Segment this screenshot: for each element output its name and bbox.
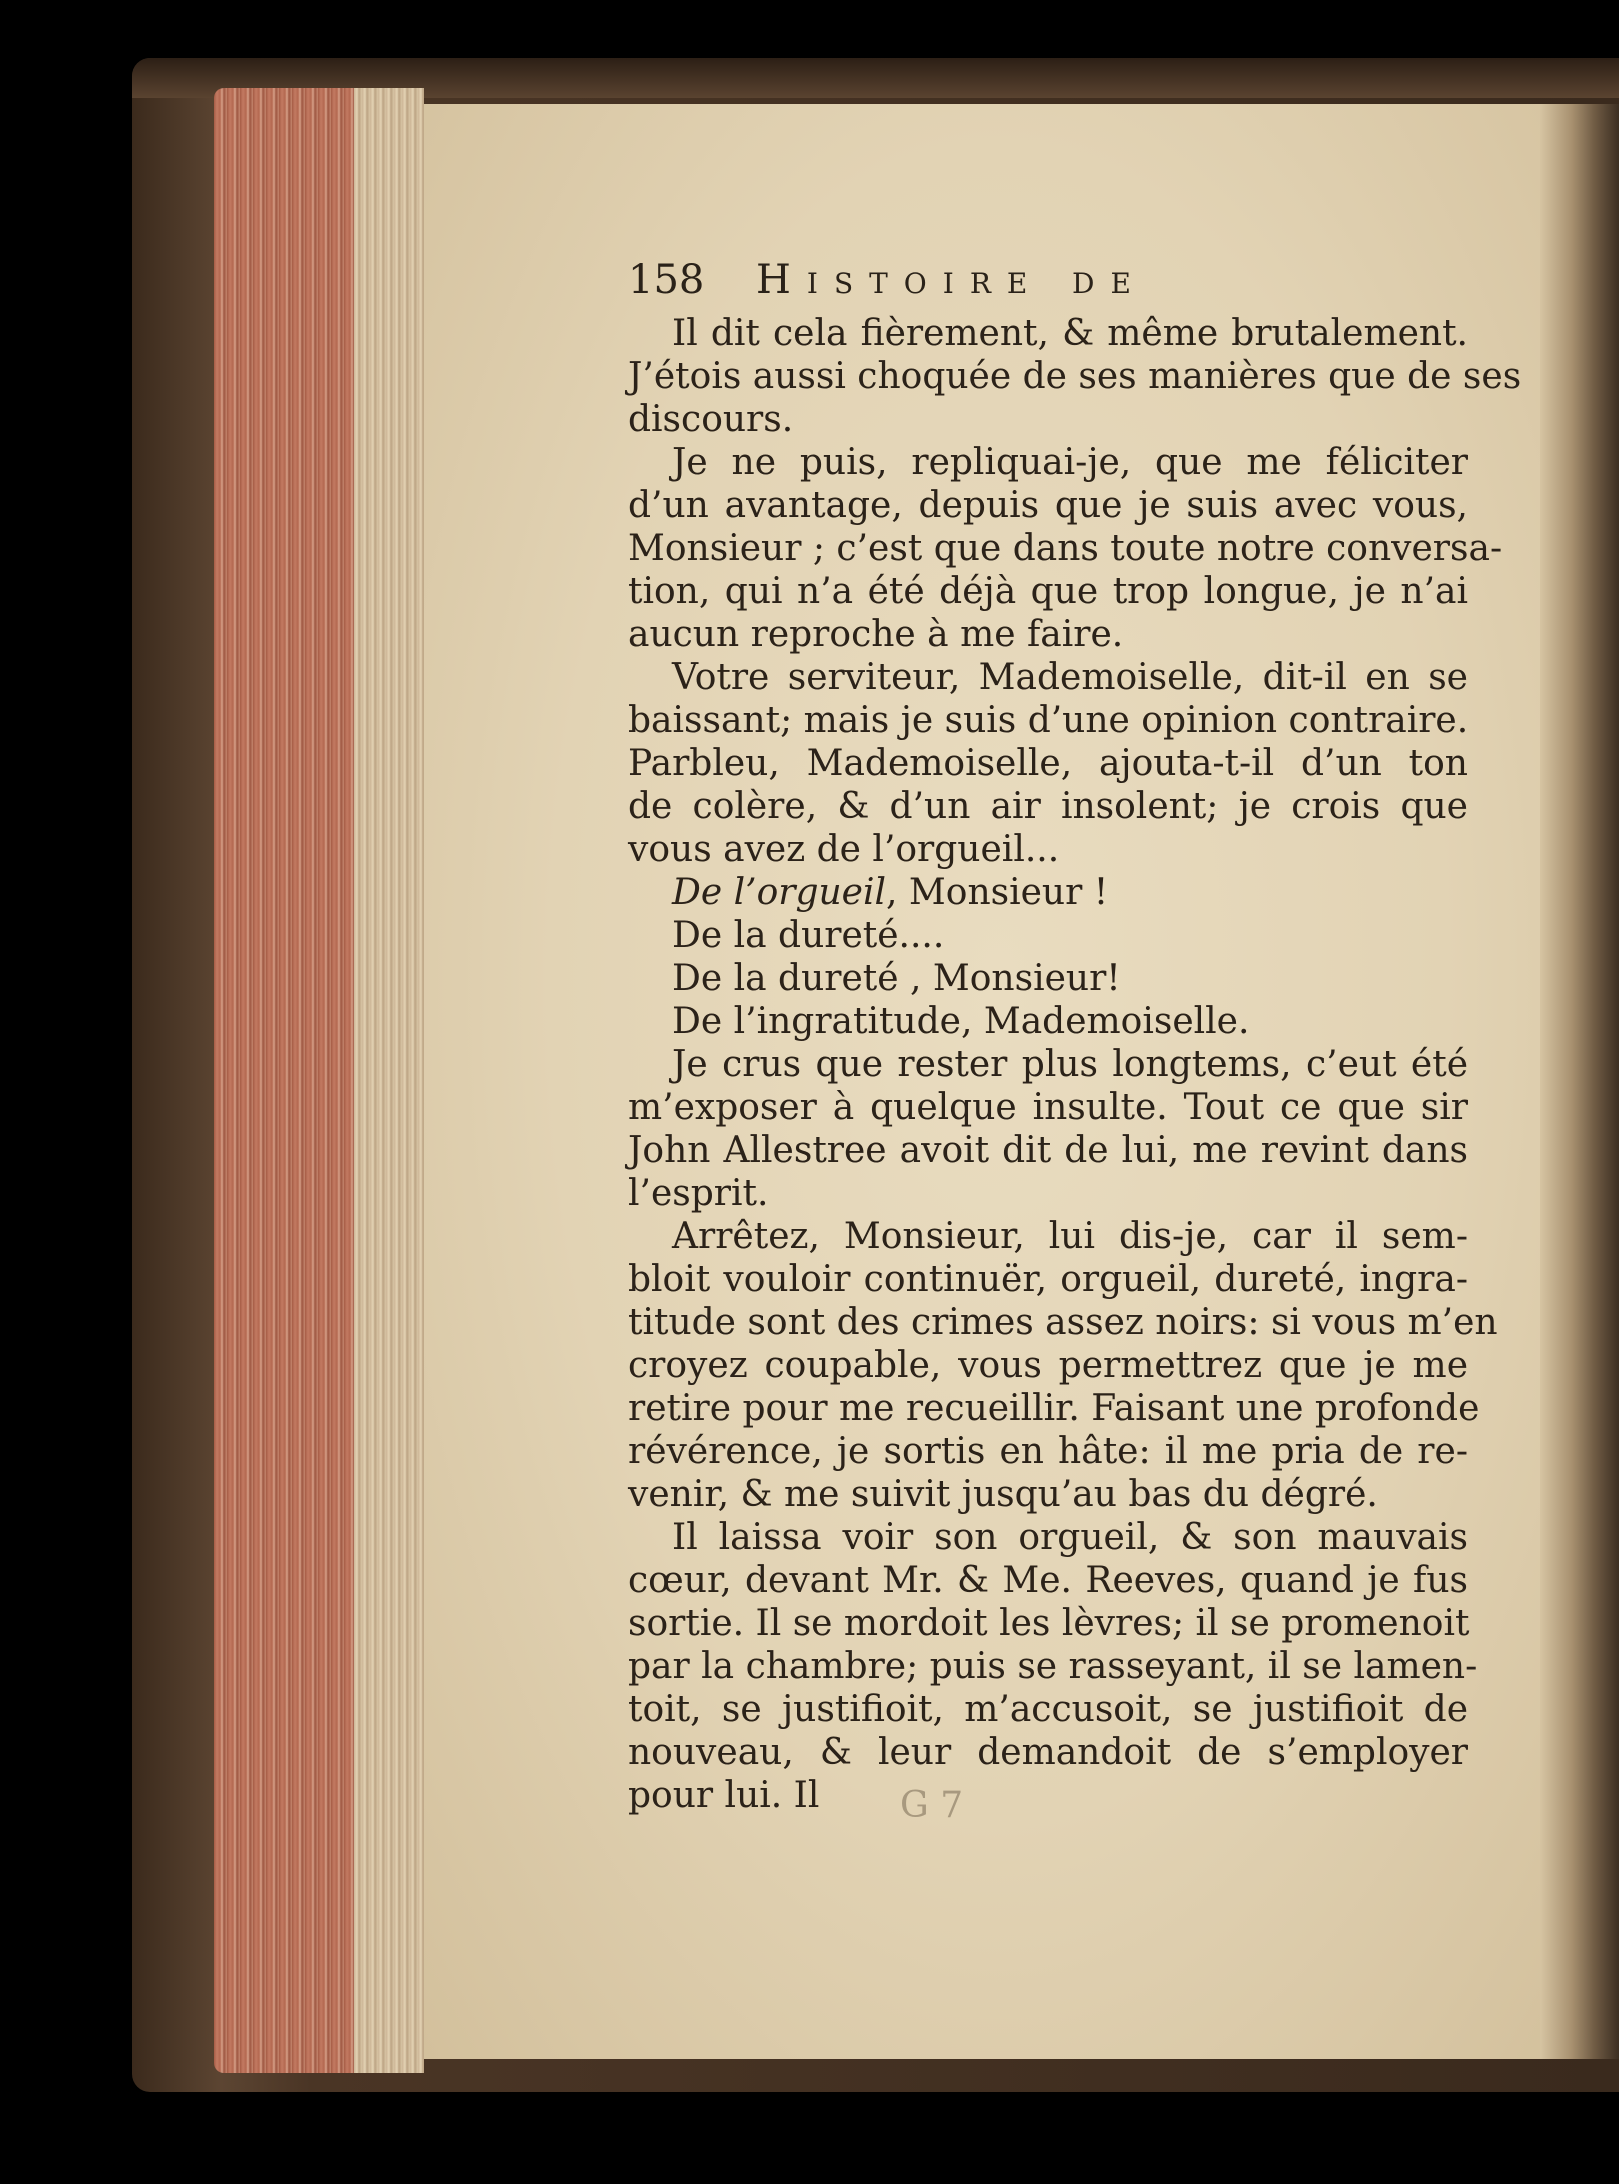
text-line: De l’orgueil, Monsieur ! [672,872,1109,913]
text-line: nouveau, & leur demandoit de s’employer [628,1732,1468,1773]
text-line: pour lui. Il [628,1775,820,1816]
text-line: titude sont des crimes assez noirs: si vous m’en [628,1302,1498,1343]
page-number: 158 [628,257,705,303]
text-line: Monsieur ; c’est que dans toute notre conversa- [628,528,1503,569]
text-line: bloit vouloir continuër, orgueil, dureté, ingra- [628,1259,1468,1300]
body-text [628,312,1522,1817]
text-line: m’exposer à quelque insulte. Tout ce que sir [628,1087,1468,1128]
text-line: toit, se justifioit, m’accusoit, se justifioit de [628,1689,1468,1730]
text-line: cœur, devant Mr. & Me. Reeves, quand je fus [628,1560,1468,1601]
text-line: Je crus que rester plus longtems, c’eut été [672,1044,1468,1085]
text-line: croyez coupable, vous permettrez que je me [628,1345,1468,1386]
text-line: John Allestree avoit dit de lui, me revint dans [628,1130,1468,1171]
text-line: Je ne puis, repliquai-je, que me féliciter [672,442,1468,483]
text-line: J’étois aussi choquée de ses manières que de ses [628,356,1522,397]
text-line: révérence, je sortis en hâte: il me pria de re- [628,1431,1468,1472]
text-line: vous avez de l’orgueil... [628,829,1060,870]
text-line: Il laissa voir son orgueil, & son mauvais [672,1517,1468,1558]
text-line: venir, & me suivit jusqu’au bas du dégré. [628,1474,1378,1515]
text-line: discours. [628,399,794,440]
page-header [628,250,1348,310]
text-line: tion, qui n’a été déjà que trop longue, je n’ai [628,571,1468,612]
text-line: Votre serviteur, Mademoiselle, dit-il en se [672,657,1468,698]
page-gutter [1540,104,1619,2059]
text-line: De l’ingratitude, Mademoiselle. [672,1001,1250,1042]
text-line: de colère, & d’un air insolent; je crois que [628,786,1468,827]
text-line: d’un avantage, depuis que je suis avec vous, [628,485,1468,526]
page-edges [214,88,424,2073]
text-line: De la dureté , Monsieur! [672,958,1121,999]
running-head: Histoire de [756,257,1147,303]
text-line: sortie. Il se mordoit les lèvres; il se promenoit [628,1603,1470,1644]
text-line: aucun reproche à me faire. [628,614,1124,655]
text-line: retire pour me recueillir. Faisant une profonde [628,1388,1480,1429]
text-line: Arrêtez, Monsieur, lui dis-je, car il sem- [672,1216,1468,1257]
text-line: par la chambre; puis se rasseyant, il se lamen- [628,1646,1478,1687]
text-line: baissant; mais je suis d’une opinion contraire. [628,700,1469,741]
text-line: De la dureté.... [672,915,945,956]
text-line: l’esprit. [628,1173,769,1214]
text-line: Il dit cela fièrement, & même brutalement. [672,313,1468,354]
signature-mark: G 7 [900,1785,964,1826]
text-line: Parbleu, Mademoiselle, ajouta-t-il d’un ton [628,743,1468,784]
